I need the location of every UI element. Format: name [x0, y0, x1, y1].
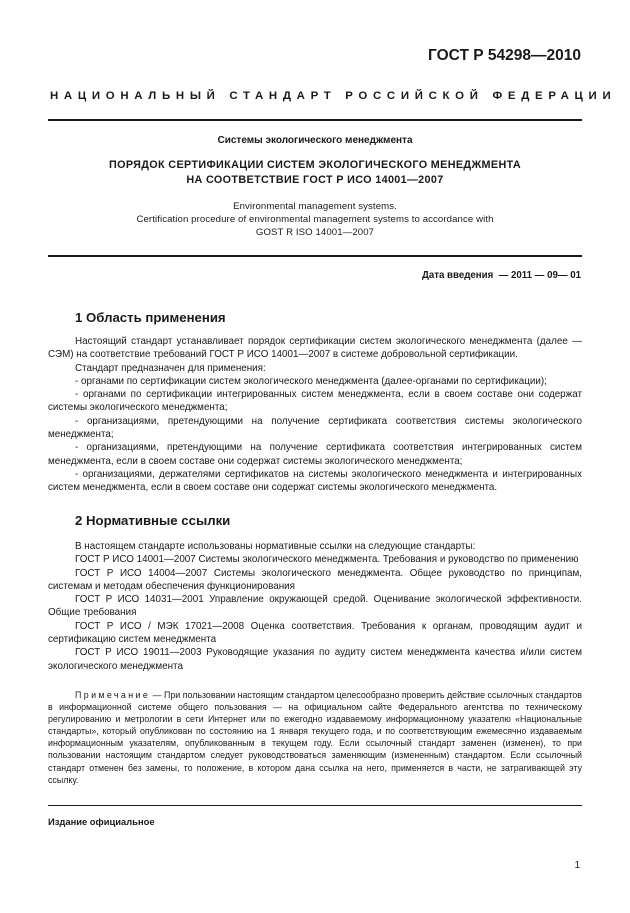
list-item: - организациями, претендующими на получение сертификата соответствия интегрированных систем менеджмента, если в своем составе они содержат системы экологического менеджмента;	[48, 442, 582, 467]
list-item: - органами по сертификации интегрированных систем менеджмента, если в своем составе они содержат системы экологического менеджмента;	[48, 389, 582, 414]
section-1-body	[48, 335, 582, 495]
title-divider	[48, 255, 582, 257]
reference-item: ГОСТ Р ИСО / МЭК 17021—2008 Оценка соответствия. Требования к органам, проводящим аудит и сертификацию систем менеджмента	[48, 620, 582, 646]
title-en-line: Certification procedure of environmental management systems to accordance with	[136, 214, 494, 226]
page-number: 1	[574, 860, 580, 871]
title-ru-main-line: ПОРЯДОК СЕРТИФИКАЦИИ СИСТЕМ ЭКОЛОГИЧЕСКОГО МЕНЕДЖМЕНТА	[108, 159, 522, 171]
footer-divider	[48, 805, 582, 806]
reference-item: ГОСТ Р ИСО 14001—2007 Системы экологического менеджмента. Требования и руководство по применению	[75, 554, 579, 566]
section-2-body	[48, 540, 582, 673]
title-en-line: Environmental management systems.	[233, 201, 397, 212]
list-item: - организациями, претендующими на получение сертификата соответствия системы экологического менеджмента;	[48, 415, 582, 441]
edition-label: Издание официальное	[48, 816, 155, 827]
note-label: Примечание	[75, 690, 151, 700]
title-en	[48, 200, 582, 240]
paragraph: Стандарт предназначен для применения:	[75, 362, 266, 374]
intro-date: Дата введения — 2011 — 09— 01	[421, 270, 581, 281]
document-number: ГОСТ Р 54298—2010	[428, 47, 581, 64]
reference-item: ГОСТ Р ИСО 19011—2003 Руководящие указания по аудиту систем менеджмента качества и/или систем экологического менеджмента	[48, 647, 582, 672]
paragraph: Настоящий стандарт устанавливает порядок сертификации систем экологического менеджмента (далее — СЭМ) на соответствие требований ГОСТ Р ИСО 14001—2007 в системе добровольной сертификации.	[48, 336, 582, 361]
title-ru-main-line: НА СООТВЕТСТВИЕ ГОСТ Р ИСО 14001—2007	[186, 174, 444, 186]
list-item: - органами по сертификации систем экологического менеджмента (далее-органами по сертификации);	[75, 375, 547, 387]
header-divider	[48, 119, 582, 121]
national-standard-banner: НАЦИОНАЛЬНЫЙ СТАНДАРТ РОССИЙСКОЙ ФЕДЕРАЦИИ	[50, 90, 617, 102]
reference-item: ГОСТ Р ИСО 14004—2007 Системы экологического менеджмента. Общее руководство по принципам, системам и методам обеспечения функционирования	[48, 567, 582, 592]
list-item: - организациями, держателями сертификатов на системы экологического менеджмента и интегрированных систем менеджмента, если в своем составе они содержат системы экологического менеджмента.	[48, 468, 582, 494]
title-ru-subject: Системы экологического менеджмента	[217, 135, 413, 146]
reference-item: ГОСТ Р ИСО 14031—2001 Управление окружающей средой. Оценивание экологической эффективности. Общие требования	[48, 594, 582, 619]
note	[48, 689, 582, 786]
section-1-heading: 1 Область применения	[75, 310, 226, 325]
title-en-line: GOST R ISO 14001—2007	[255, 227, 375, 239]
title-ru-main	[48, 158, 582, 188]
note-text: — При пользовании настоящим стандартом целесообразно проверить действие ссылочных стандартов в информационной системе общего пользования — на официальном сайте Федерального агентства по техническому регулированию и метрологии в сети Интернет или по ежегодно издаваемому информационному указателю «Национальные стандарты», который опубликован по состоянию на 1 января текущего года, и по соответствующим ежемесячно издаваемым информационным указателям, опубликованным в текущем году. Если ссылочный стандарт заменен (изменен), то при пользовании настоящим стандартом следует руководствоваться заменяющим (измененным) стандартом. Если ссылочный стандарт отменен без замены, то положение, в котором дана ссылка на него, применяется в части, не затрагивающей эту ссылку.	[48, 690, 582, 785]
section-2-heading: 2 Нормативные ссылки	[75, 513, 231, 528]
paragraph: В настоящем стандарте использованы нормативные ссылки на следующие стандарты:	[75, 541, 476, 552]
